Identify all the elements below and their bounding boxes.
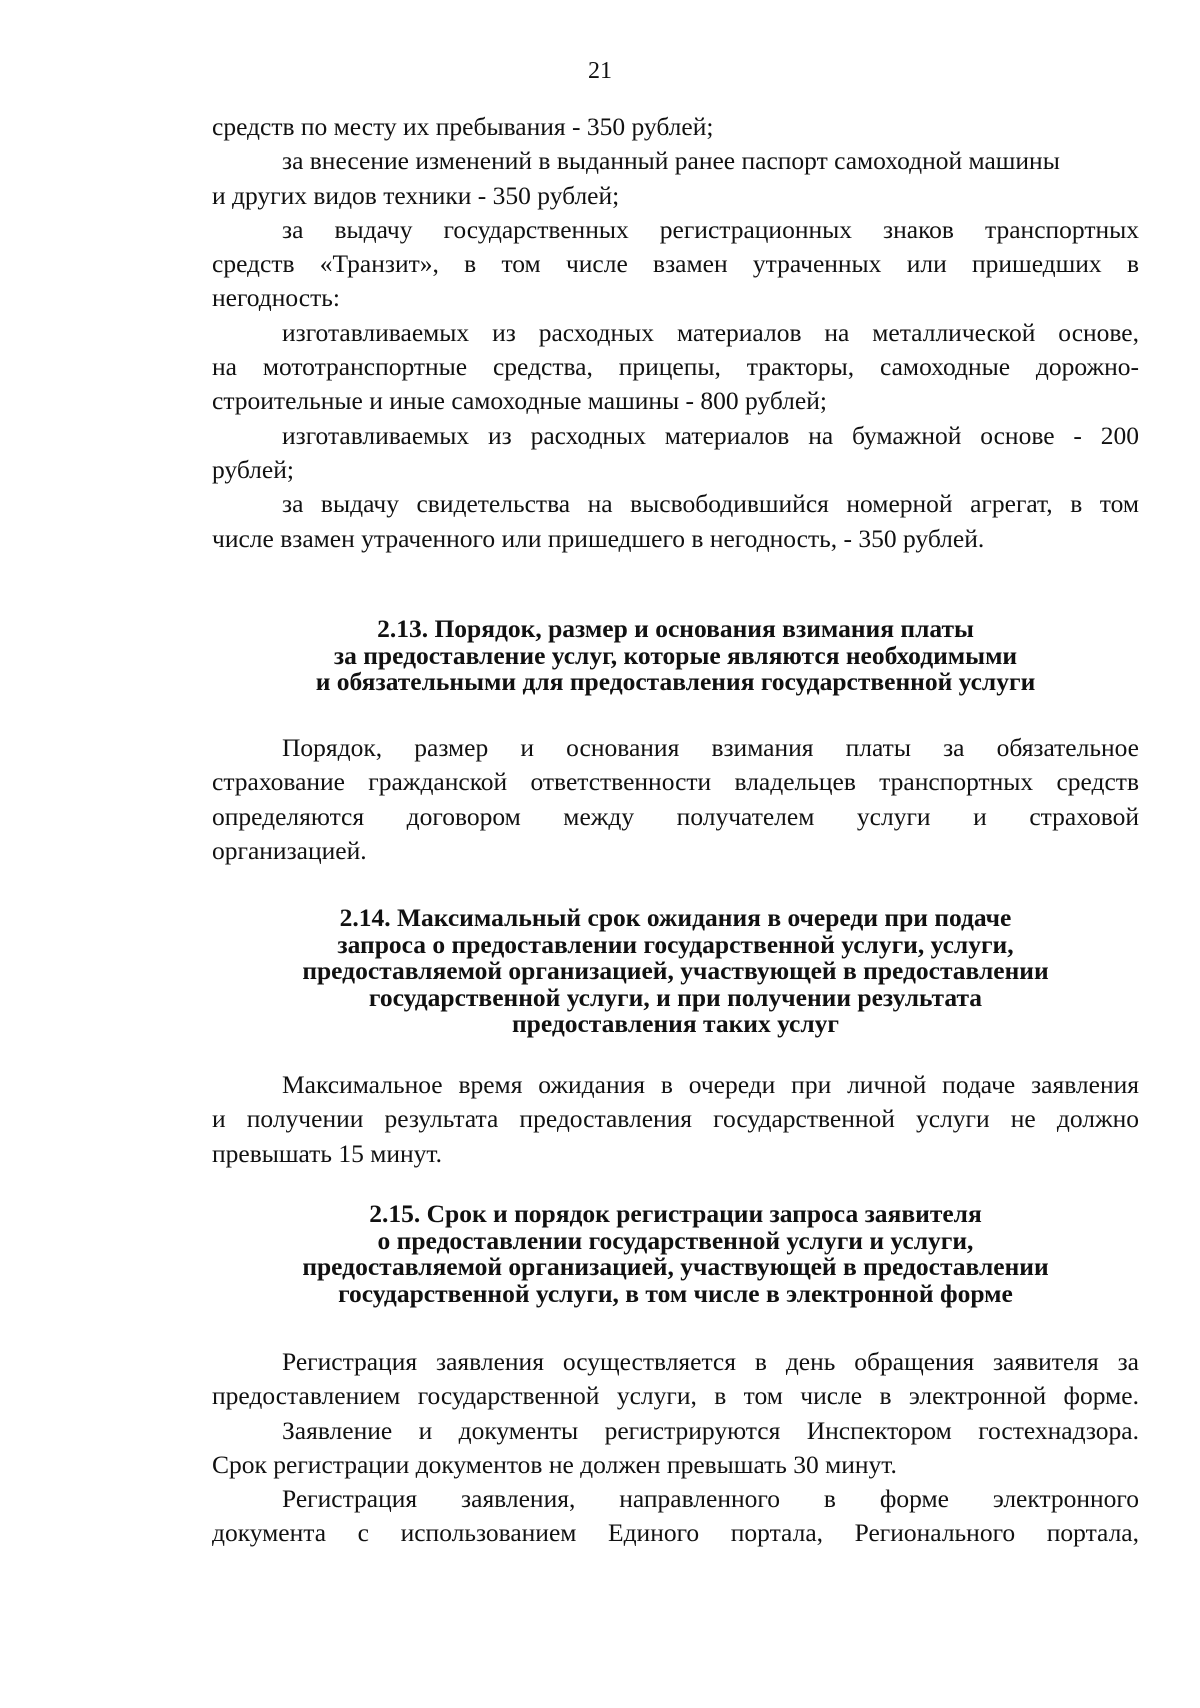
heading-line: 2.14. Максимальный срок ожидания в очереди при подаче [339, 903, 1012, 932]
text-line: строительные и иные самоходные машины - 800 рублей; [212, 386, 827, 416]
heading-line: государственной услуги, и при получении результата [368, 982, 983, 1012]
text-line: и других видов техники - 350 рублей; [212, 180, 620, 210]
heading-line: 2.15. Срок и порядок регистрации запроса заявителя [369, 1199, 982, 1228]
fees-paragraphs [212, 110, 1139, 556]
text-line: изготавливаемых из расходных материалов на бумажной основе - 200 [282, 420, 1139, 450]
heading-line: предоставляемой организацией, участвующей в предоставлении [302, 956, 1049, 985]
page-number: 21 [588, 58, 612, 84]
text-line: Заявление и документы регистрируются Инспектором гостехнадзора. [282, 1415, 1139, 1445]
heading-line: запроса о предоставлении государственной услуги, услуги, [337, 929, 1014, 959]
text-line: документа с использованием Единого портала, Регионального портала, [212, 1518, 1139, 1548]
heading-line: предоставляемой организацией, участвующей в предоставлении [302, 1252, 1049, 1281]
text-line: за внесение изменений в выданный ранее паспорт самоходной машины [282, 146, 1060, 176]
text-line: Регистрация заявления осуществляется в день обращения заявителя за [282, 1347, 1139, 1376]
text-line: рублей; [212, 454, 294, 484]
text-line: организацией. [212, 835, 367, 865]
text-line: негодность: [212, 283, 340, 313]
heading-line: и обязательными для предоставления государственной услуги [315, 667, 1036, 696]
section-2-13-body [212, 731, 1139, 868]
text-line: средств «Транзит», в том числе взамен утраченных или пришедших в [212, 249, 1139, 279]
heading-line: государственной услуги, в том числе в электронной форме [338, 1278, 1013, 1308]
text-line: и получении результата предоставления государственной услуги не должно [212, 1104, 1139, 1134]
text-line: средств по месту их пребывания - 350 рублей; [212, 112, 714, 141]
text-line: Максимальное время ожидания в очереди при личной подаче заявления [282, 1070, 1139, 1099]
section-2-14-heading [212, 905, 1139, 1038]
text-line: страхование гражданской ответственности владельцев транспортных средств [212, 767, 1139, 797]
text-line: Порядок, размер и основания взимания платы за обязательное [282, 733, 1139, 762]
text-line: изготавливаемых из расходных материалов на металлической основе, [282, 317, 1139, 347]
text-line: на мототранспортные средства, прицепы, тракторы, самоходные дорожно- [212, 352, 1139, 382]
section-2-15-heading [212, 1201, 1139, 1307]
text-line: за выдачу государственных регистрационных знаков транспортных [282, 214, 1139, 244]
text-line: за выдачу свидетельства на высвободившийся номерной агрегат, в том [282, 489, 1139, 519]
text-line: Регистрация заявления, направленного в форме электронного [282, 1484, 1139, 1514]
heading-line: за предоставление услуг, которые являются необходимыми [333, 640, 1018, 670]
heading-line: предоставления таких услуг [511, 1009, 840, 1038]
section-2-13-heading [212, 616, 1139, 696]
text-line: Срок регистрации документов не должен превышать 30 минут. [212, 1449, 897, 1479]
text-line: числе взамен утраченного или пришедшего в негодность, - 350 рублей. [212, 523, 985, 553]
text-line: превышать 15 минут. [212, 1138, 442, 1168]
section-2-15-body [212, 1345, 1139, 1551]
text-line: предоставлением государственной услуги, в том числе в электронной форме. [212, 1381, 1139, 1411]
text-line: определяются договором между получателем услуги и страховой [212, 801, 1139, 831]
heading-line: о предоставлении государственной услуги и услуги, [377, 1225, 974, 1255]
section-2-14-body [212, 1068, 1139, 1171]
heading-line: 2.13. Порядок, размер и основания взимания платы [377, 614, 974, 643]
